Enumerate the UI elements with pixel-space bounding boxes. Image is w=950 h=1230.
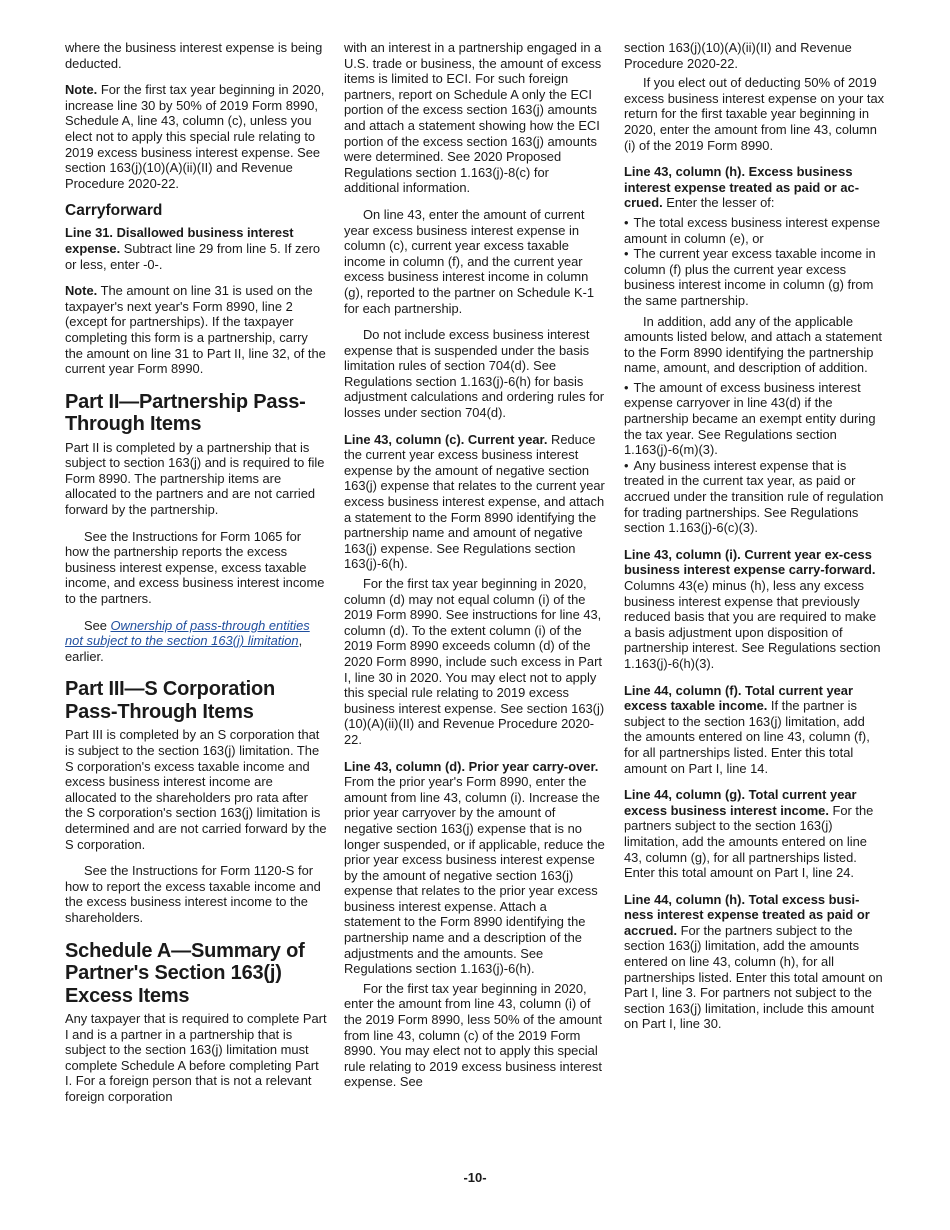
paragraph: Do not include excess business interest expense that is suspended under the basis limitation rules of section 704(d). See Regulations section 1.163(j)-6(h) for basis adjustment calculations and ordering rules for losses under section 704(d). xyxy=(344,327,605,421)
line43d-text: From the prior year's Form 8990, enter the amount from line 43, column (i). Increase the prior year carryover by the amount of negative section 163(j) expense that is no longer suspended, or if applicable, reduce the prior year excess business interest expense by the amount of negative section 163(j) expense that relates to the prior year excess business interest expense. Attach a statement to the Form 8990 identifying the partnership name and a description of the adjustments and the amounts. See Regulations section 1.163(j)-6(h). xyxy=(344,774,605,977)
paragraph: On line 43, enter the amount of current year excess business interest expense in column (c), current year excess taxable income in column (f), and the current year excess business interest income in column (g), reported to the partner on Schedule K-1 for each partnership. xyxy=(344,206,595,316)
line43h-text: Enter the lesser of: xyxy=(662,195,775,211)
paragraph: section 163(j)(10)(A)(ii)(II) and Revenue Procedure 2020-22. xyxy=(624,40,852,71)
column-3 xyxy=(624,40,886,1043)
bullet-item: • The total excess business interest expense amount in column (e), or xyxy=(624,215,886,246)
page-number: -10- xyxy=(463,1170,487,1185)
bullet-item: • The amount of excess business interest expense carryover in line 43(d) if the partnership became an exempt entity during the tax year. See Regulations section 1.163(j)-6(m)(3). xyxy=(624,380,886,458)
line43i-text: Columns 43(e) minus (h), less any excess business interest expense that previously reduced basis that you are required to make a basis adjustment upon disposition of partnership interest. See Regulations section 1.163(j)-6(h)(3). xyxy=(624,578,881,671)
line44h-text: For the partners subject to the section 163(j) limitation, add the amounts entered on line 43, column (h), for all partnerships listed. Enter this total amount on Part I, line 3. For partners not subject to the section 163(j) limitation, include this amount on Part I, line 30. xyxy=(624,922,883,1032)
paragraph: Part II is completed by a partnership that is subject to section 163(j) and is required to file Form 8990. The partnership items are allocated to the partners and are not carried forward by the partnership. xyxy=(65,439,325,518)
note-label: Note. xyxy=(65,283,98,299)
paragraph: For the first tax year beginning in 2020, column (d) may not equal column (i) of the 2019 Form 8990. See instructions for line 43, column (d). To the extent column (i) of the 2019 Form 8990 exceeds column (d) of the 2020 Form 8990, include such excess in Part I, line 30 in 2020. You may elect not to apply this special rule relating to 2019 excess business interest expense. See section 163(j)(10)(A)(ii)(II) and Revenue Procedure 2020-22. xyxy=(344,576,605,747)
part3-heading: Part III—S Corporation Pass-Through Items xyxy=(65,678,276,723)
column-2 xyxy=(344,40,606,1101)
line31-text: Subtract line 29 from line 5. If zero or less, enter -0-. xyxy=(65,240,321,272)
see-suffix: , earlier. xyxy=(65,633,303,664)
line43c-paragraph xyxy=(344,432,606,572)
see-prefix: See xyxy=(84,617,111,633)
paragraph: See the Instructions for Form 1120-S for how to report the excess taxable income and the excess business interest income to the shareholders. xyxy=(65,863,321,925)
column-1 xyxy=(65,40,327,1116)
carryforward-heading: Carryforward xyxy=(65,202,163,220)
paragraph: Any taxpayer that is required to complete Part I and is a partner in a partnership that is subject to the section 163(j) limitation must complete Schedule A before completing Part I. For a foreign person that is not a relevant foreign corporation xyxy=(65,1011,327,1104)
line44g-paragraph xyxy=(624,787,886,881)
line43c-label: Line 43, column (c). Current year. xyxy=(344,431,548,447)
line44f-paragraph xyxy=(624,683,886,777)
paragraph: In addition, add any of the applicable amounts listed below, and attach a statement to the Form 8990 identifying the partnership name, amount, and description of addition. xyxy=(624,313,882,376)
note-label: Note. xyxy=(65,82,98,98)
line43i-paragraph xyxy=(624,547,886,672)
line43h-label: Line 43, column (h). Excess business interest expense treated as paid or ac-crued. xyxy=(624,164,859,211)
paragraph: For the first tax year beginning in 2020, enter the amount from line 43, column (i) of the 2019 Form 8990, less 50% of the amount from line 43, column (c) of the 2019 Form 8990. You may elect not to apply this special rule relating to 2019 excess business interest expense. See xyxy=(344,980,602,1090)
line43c-text: Reduce the current year excess business interest expense by the amount of negative section 163(j) expense that relates to the current year excess business interest expense, and attach a statement to the Form 8990 identifying the partnership name and amount of negative 163(j) expense. See Regulations section 163(j)-6(h). xyxy=(344,431,605,572)
line44h-paragraph xyxy=(624,892,886,1032)
paragraph: where the business interest expense is being deducted. xyxy=(65,40,323,71)
bullet-item: • The current year excess taxable income in column (f) plus the current year excess business interest income in column (g) from the same partnership. xyxy=(624,246,886,308)
paragraph: See the Instructions for Form 1065 for how the partnership reports the excess business interest expense, excess taxable income, and excess business interest income to the partners. xyxy=(65,528,325,607)
note-paragraph xyxy=(65,283,327,377)
line31-label: Line 31. Disallowed business interest expense. xyxy=(65,225,294,256)
line43i-label: Line 43, column (i). Current year ex-cess business interest expense carry-forward. xyxy=(624,546,876,578)
schedule-a-heading: Schedule A—Summary of Partner's Section 163(j) Excess Items xyxy=(65,939,305,1007)
paragraph: Part III is completed by an S corporation that is subject to the section 163(j) limitation. The S corporation's excess taxable income and excess business interest income are allocated to the shareholders pro rata after the S corporation's section 163(j) limitation is determined and are not carried forward by the S corporation. xyxy=(65,727,327,852)
line44g-label: Line 44, column (g). Total current year excess business interest income. xyxy=(624,787,857,818)
ownership-link[interactable]: Ownership of pass-through entities not subject to the section 163(j) limitation xyxy=(65,617,310,649)
line44g-text: For the partners subject to the section 163(j) limitation, add the amounts entered on line 43, column (g), for all partnerships listed. Enter this total amount on Part I, line 24. xyxy=(624,802,874,881)
line31-paragraph xyxy=(65,225,327,272)
bullet-item: • Any business interest expense that is treated in the current tax year, as paid or accrued under the transition rule of regulation for trading partnerships. See Regulations section 1.163(j)-6(c)(3). xyxy=(624,458,886,536)
paragraph: If you elect out of deducting 50% of 2019 excess business interest expense on your tax return for the first taxable year beginning in 2020, enter the amount from line 43, column (i) of the 2019 Form 8990. xyxy=(624,75,885,153)
note-text: For the first tax year beginning in 2020, increase line 30 by 50% of 2019 Form 8990, Schedule A, line 43, column (c), unless you elect not to apply this special rule relating to 2019 excess business interest expense. See section 163(j)(10)(A)(ii)(II) and Revenue Procedure 2020-22. xyxy=(65,82,325,191)
line44f-label: Line 44, column (f). Total current year excess taxable income. xyxy=(624,682,853,714)
line44h-label: Line 44, column (h). Total excess busi-ness interest expense treated as paid or accrued. xyxy=(624,891,870,938)
part2-heading: Part II—Partnership Pass-Through Items xyxy=(65,390,306,436)
paragraph: with an interest in a partnership engaged in a U.S. trade or business, the amount of excess items is limited to ECI. For such foreign partners, report on Schedule A only the ECI portion of the excess section 163(j) amounts and attach a statement showing how the ECI portion of the excess section 163(j) amounts were determined. See 2020 Proposed Regulations section 1.163(j)-8(c) for additional information. xyxy=(344,40,602,196)
see-paragraph xyxy=(65,618,327,665)
line43d-paragraph xyxy=(344,759,606,977)
note-paragraph xyxy=(65,82,327,191)
line44f-text: If the partner is subject to the section 163(j) limitation, add the amounts entered on line 43, column (f), for all partnerships listed. Enter this total amount on Part I, line 14. xyxy=(624,698,870,776)
line43h-paragraph xyxy=(624,164,886,211)
note-text: The amount on line 31 is used on the taxpayer's next year's Form 8990, line 2 (except for partnerships). If the taxpayer completing this form is a partnership, carry the amount on line 31 to Part II, line 32, of the current year Form 8990. xyxy=(65,283,326,377)
line43d-label: Line 43, column (d). Prior year carry-over. xyxy=(344,758,599,774)
